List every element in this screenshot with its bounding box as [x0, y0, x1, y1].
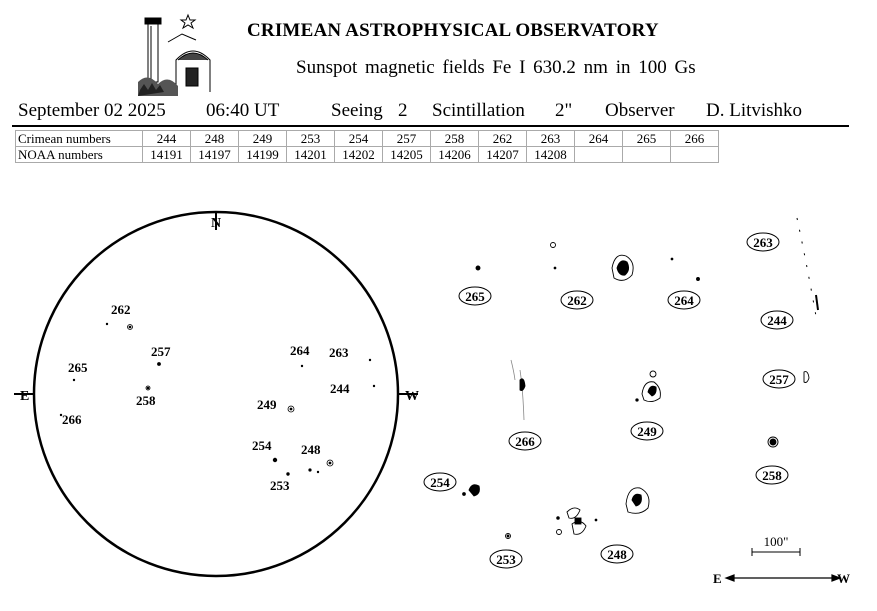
spot-254-map: [469, 485, 479, 496]
crimean-cell: 253: [287, 131, 335, 147]
region-label-253: 253: [270, 478, 290, 493]
noaa-cell: 14208: [527, 147, 575, 163]
spot-244: [373, 385, 375, 387]
region-label-264: 264: [290, 343, 310, 358]
observatory-title: CRIMEAN ASTROPHYSICAL OBSERVATORY: [247, 20, 659, 41]
noaa-cell: 14206: [431, 147, 479, 163]
west-label: W: [405, 389, 419, 404]
disk-spots: [60, 323, 375, 475]
region-label-265: 265: [68, 360, 88, 375]
spot-266-map: [520, 379, 525, 391]
spot-254: [273, 458, 277, 462]
crimean-cell: 244: [143, 131, 191, 147]
map-label-254: 254: [430, 475, 450, 490]
noaa-cell: 14199: [239, 147, 287, 163]
noaa-cell: [623, 147, 671, 163]
scintillation-label: Scintillation: [432, 100, 525, 121]
map-label-266: 266: [515, 434, 535, 449]
region-label-254: 254: [252, 438, 272, 453]
noaa-cell: 14205: [383, 147, 431, 163]
map-label-257: 257: [769, 372, 789, 387]
observatory-logo: [138, 12, 214, 96]
spot-253: [287, 473, 290, 476]
crimean-cell: 248: [191, 131, 239, 147]
map-label-264: 264: [674, 293, 694, 308]
seeing-value: 2: [398, 100, 408, 121]
crimean-cell: 263: [527, 131, 575, 147]
scintillation-value: 2": [555, 100, 573, 121]
spot-263: [369, 359, 371, 361]
noaa-row: [16, 147, 719, 163]
observer-label: Observer: [605, 100, 675, 121]
spot-265-map: [476, 266, 480, 270]
noaa-cell: [575, 147, 623, 163]
crimean-label: Crimean numbers: [16, 131, 143, 147]
map-label-249: 249: [637, 424, 657, 439]
map-label-263: 263: [753, 235, 773, 250]
solar-disk-map: [0, 200, 430, 611]
scale-bar: [752, 548, 800, 556]
observation-time: 06:40 UT: [206, 100, 280, 121]
spot-264-map: [697, 278, 700, 281]
spot-253-cluster: [567, 508, 580, 518]
map-label-248: 248: [607, 547, 627, 562]
arrow-west-label: W: [837, 571, 850, 586]
crimean-cell: 254: [335, 131, 383, 147]
region-label-248: 248: [301, 442, 321, 457]
map-label-262: 262: [567, 293, 587, 308]
noaa-cell: 14201: [287, 147, 335, 163]
noaa-cell: 14191: [143, 147, 191, 163]
region-label-258: 258: [136, 393, 156, 408]
crimean-cell: 266: [671, 131, 719, 147]
map-label-258: 258: [762, 468, 782, 483]
spot-244-map: [816, 295, 818, 310]
noaa-cell: 14207: [479, 147, 527, 163]
crimean-cell: 249: [239, 131, 287, 147]
map-label-265: 265: [465, 289, 485, 304]
chart-subtitle: Sunspot magnetic fields Fe I 630.2 nm in 100 Gs: [296, 57, 696, 78]
header-rule: [12, 125, 849, 127]
noaa-label: NOAA numbers: [16, 147, 143, 163]
noaa-cell: 14202: [335, 147, 383, 163]
region-numbers-table: [15, 130, 719, 163]
region-label-244: 244: [330, 381, 350, 396]
region-label-262: 262: [111, 302, 131, 317]
ew-arrow: [726, 575, 840, 581]
crimean-cell: 262: [479, 131, 527, 147]
map-label-253: 253: [496, 552, 516, 567]
region-magnetograms: [400, 200, 877, 611]
crimean-cell: 265: [623, 131, 671, 147]
seeing-label: Seeing: [331, 100, 383, 121]
spot-257-map: [804, 372, 809, 383]
region-label-249: 249: [257, 397, 277, 412]
observer-name: D. Litvishko: [706, 100, 803, 121]
north-label: N: [210, 216, 222, 231]
map-label-244: 244: [767, 313, 787, 328]
scale-label: 100": [763, 534, 789, 549]
crimean-cell: 264: [575, 131, 623, 147]
spot-265: [73, 379, 75, 381]
arrow-east-label: E: [713, 571, 722, 586]
region-label-257: 257: [151, 344, 171, 359]
east-label: E: [20, 389, 30, 404]
spot-264: [301, 365, 303, 367]
crimean-cell: 258: [431, 131, 479, 147]
crimean-cell: 257: [383, 131, 431, 147]
observation-date: September 02 2025: [18, 100, 166, 121]
noaa-cell: 14197: [191, 147, 239, 163]
region-label-266: 266: [62, 412, 82, 427]
limb-arc: [797, 218, 817, 322]
spot-257: [158, 363, 161, 366]
crimean-row: [16, 131, 719, 147]
region-label-263: 263: [329, 345, 349, 360]
noaa-cell: [671, 147, 719, 163]
